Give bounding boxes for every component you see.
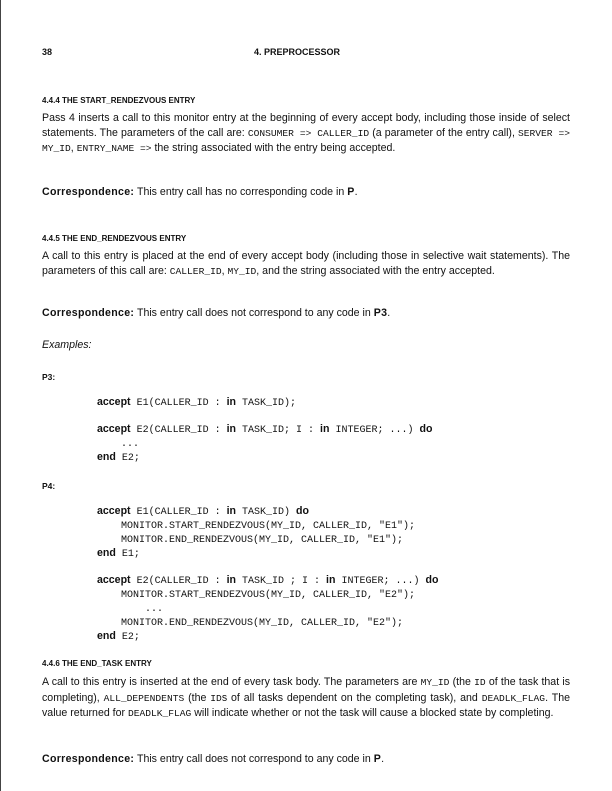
code-line	[97, 574, 438, 588]
code-keyword: accept	[97, 423, 131, 435]
code-keyword: do	[419, 423, 433, 435]
code-text: INTEGER; ...)	[335, 576, 426, 587]
paragraph-4-4-6: A call to this entry is inserted at the end of every task body. The parameters are MY_ID (the ID of the task that is completing), ALL_DEPENDENTS (the IDs of all tasks dependent on the completing task), and DEADLK_FLAG. The value returned for DEADLK_FLAG will indicate whether or not the task will cause a blocked state by completing.	[42, 676, 570, 720]
code-keyword: in	[226, 423, 237, 435]
examples-label: Examples:	[42, 339, 92, 351]
chapter-header: 4. PREPROCESSOR	[254, 47, 341, 57]
page-edge	[0, 0, 1, 791]
code-line	[97, 588, 438, 602]
code-text: E2;	[115, 632, 140, 643]
code-text: MONITOR.END_RENDEZVOUS(MY_ID, CALLER_ID, "E2");	[97, 618, 404, 629]
code-text: TASK_ID; I :	[236, 425, 321, 436]
code-keyword: end	[97, 630, 116, 642]
code-text: TASK_ID ; I :	[236, 576, 327, 587]
section-heading-4-4-5: 4.4.5 THE END_RENDEZVOUS ENTRY	[42, 234, 187, 243]
code-text: E2(CALLER_ID :	[130, 576, 227, 587]
code-keyword: in	[326, 574, 336, 586]
code-line	[97, 519, 438, 533]
section-heading-4-4-4: 4.4.4 THE START_RENDEZVOUS ENTRY	[42, 96, 196, 105]
code-text: E1(CALLER_ID :	[130, 507, 227, 518]
code-line	[97, 630, 438, 644]
code-keyword: in	[226, 574, 237, 586]
code-line	[97, 437, 432, 451]
code-text: E2;	[115, 453, 140, 464]
p4-label: P4:	[42, 481, 56, 491]
code-line	[97, 602, 438, 616]
code-line	[97, 533, 438, 547]
code-text: MONITOR.START_RENDEZVOUS(MY_ID, CALLER_ID, "E2");	[97, 590, 416, 601]
p3-label: P3:	[42, 372, 56, 382]
correspondence-4-4-6: Correspondence: This entry call does not correspond to any code in P.	[42, 753, 385, 765]
code-keyword: do	[425, 574, 439, 586]
paragraph-4-4-4: Pass 4 inserts a call to this monitor entry at the beginning of every accept body, including those inside of select statements. The parameters of the call are: CONSUMER => CALLER_ID (a parameter of the entry call), SERVER => MY_ID, ENTRY_NAME => the string associated with the entry being accepted.	[42, 112, 570, 155]
code-text: ...	[97, 439, 140, 450]
code-line	[97, 396, 432, 410]
p4-code-block	[97, 505, 438, 644]
correspondence-4-4-4: Correspondence: This entry call has no corresponding code in P.	[42, 186, 358, 198]
code-text: E1;	[115, 549, 140, 560]
code-line	[97, 423, 432, 437]
code-line	[97, 451, 432, 465]
code-keyword: in	[226, 396, 237, 408]
code-text: ...	[97, 604, 164, 615]
code-keyword: in	[226, 505, 237, 517]
code-keyword: do	[296, 505, 309, 517]
code-text: MONITOR.END_RENDEZVOUS(MY_ID, CALLER_ID, "E1");	[97, 535, 404, 546]
code-text: E1(CALLER_ID :	[130, 398, 227, 409]
p3-code-block	[97, 396, 432, 465]
code-text: TASK_ID)	[236, 507, 297, 518]
code-keyword: end	[97, 451, 116, 463]
code-keyword: accept	[97, 574, 131, 586]
code-keyword: accept	[97, 396, 131, 408]
code-line	[97, 547, 438, 561]
code-text: INTEGER; ...)	[329, 425, 420, 436]
code-keyword: end	[97, 547, 116, 559]
code-text: E2(CALLER_ID :	[130, 425, 227, 436]
code-line	[97, 505, 438, 519]
code-text: MONITOR.START_RENDEZVOUS(MY_ID, CALLER_ID, "E1");	[97, 521, 416, 532]
paragraph-4-4-5: A call to this entry is placed at the end of every accept body (including those in selective wait statements). The parameters of this call are: CALLER_ID, MY_ID, and the string associated with the entry accepted.	[42, 250, 570, 277]
correspondence-4-4-5: Correspondence: This entry call does not correspond to any code in P3.	[42, 307, 391, 319]
code-text: TASK_ID);	[236, 398, 297, 409]
code-keyword: accept	[97, 505, 131, 517]
code-keyword: in	[320, 423, 330, 435]
page-number: 38	[42, 47, 53, 57]
code-line	[97, 616, 438, 630]
section-heading-4-4-6: 4.4.6 THE END_TASK ENTRY	[42, 659, 152, 668]
